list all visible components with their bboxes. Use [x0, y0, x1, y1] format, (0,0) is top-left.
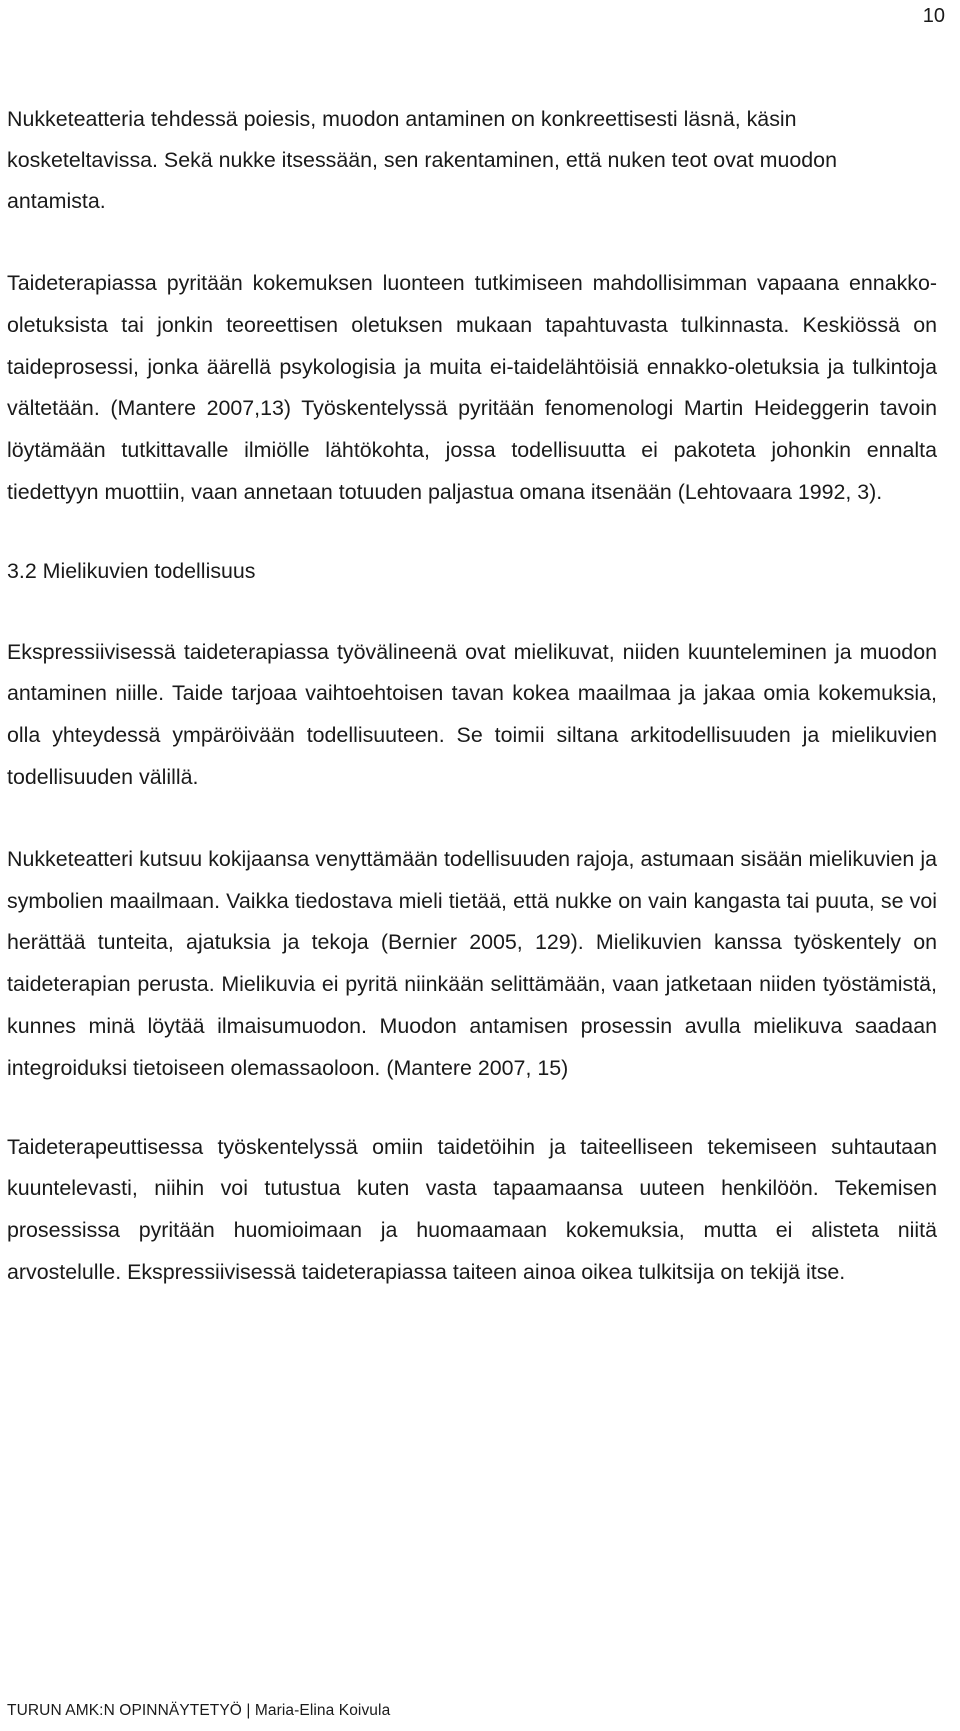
- paragraph-taideterapia: Taideterapiassa pyritään kokemuksen luonteen tutkimiseen mahdollisimman vapaana ennakko-oletuksista tai jonkin teoreettisen oletuksen mukaan tapahtuvasta tulkinnasta. Keskiössä on taideprosessi, jonka äärellä psykologisia ja muita ei-taidelähtöisiä ennakko-oletuksia ja tulkintoja vältetään. (Mantere 2007,13) Työskentelyssä pyritään fenomenologi Martin Heideggerin tavoin löytämään tutkittavalle ilmiölle lähtökohta, jossa todellisuutta ei pakoteta johonkin ennalta tiedettyyn muottiin, vaan annetaan totuuden paljastua omana itsenään (Lehtovaara 1992, 3).: [7, 271, 937, 504]
- paragraph-poiesis: Nukketeatteria tehdessä poiesis, muodon antaminen on konkreettisesti läsnä, käsin kosketeltavissa. Sekä nukke itsessään, sen rakentaminen, että nuken teot ovat muodon antamista.: [7, 107, 837, 213]
- page-number: 10: [922, 5, 945, 27]
- document-body: [7, 99, 937, 1294]
- paragraph-ekspressiivinen: Ekspressiivisessä taideterapiassa työvälineenä ovat mielikuvat, niiden kuunteleminen ja muodon antaminen niille. Taide tarjoaa vaihtoehtoisen tavan kokea maailmaa ja jakaa omia kokemuksia, olla yhteydessä ympäröivään todellisuuteen. Se toimii siltana arkitodellisuuden ja mielikuvien todellisuuden välillä.: [7, 639, 937, 789]
- paragraph-taideterapeuttinen: Taideterapeuttisessa työskentelyssä omiin taidetöihin ja taiteelliseen tekemiseen suhtautaan kuuntelevasti, niihin voi tutustua kuten vasta tapaamaansa uuteen henkilöön. Tekemisen prosessissa pyritään huomioimaan ja huomaamaan kokemuksia, mutta ei alisteta niitä arvostelulle. Ekspressiivisessä taideterapiassa taiteen ainoa oikea tulkitsija on tekijä itse.: [7, 1134, 937, 1284]
- section-heading: 3.2 Mielikuvien todellisuus: [7, 558, 256, 583]
- page-footer: TURUN AMK:N OPINNÄYTETYÖ | Maria-Elina Koivula: [7, 1702, 391, 1719]
- paragraph-nukketeatteri: Nukketeatteri kutsuu kokijaansa venyttämään todellisuuden rajoja, astumaan sisään mielikuvien ja symbolien maailmaan. Vaikka tiedostava mieli tietää, että nukke on vain kangasta tai puuta, se voi herättää tunteita, ajatuksia ja tekoja (Bernier 2005, 129). Mielikuvien kanssa työskentely on taideterapian perusta. Mielikuvia ei pyritä niinkään selittämään, vaan jatketaan niiden työstämistä, kunnes minä löytää ilmaisumuodon. Muodon antamisen prosessin avulla mielikuva saadaan integroiduksi tietoiseen olemassaoloon. (Mantere 2007, 15): [7, 846, 937, 1080]
